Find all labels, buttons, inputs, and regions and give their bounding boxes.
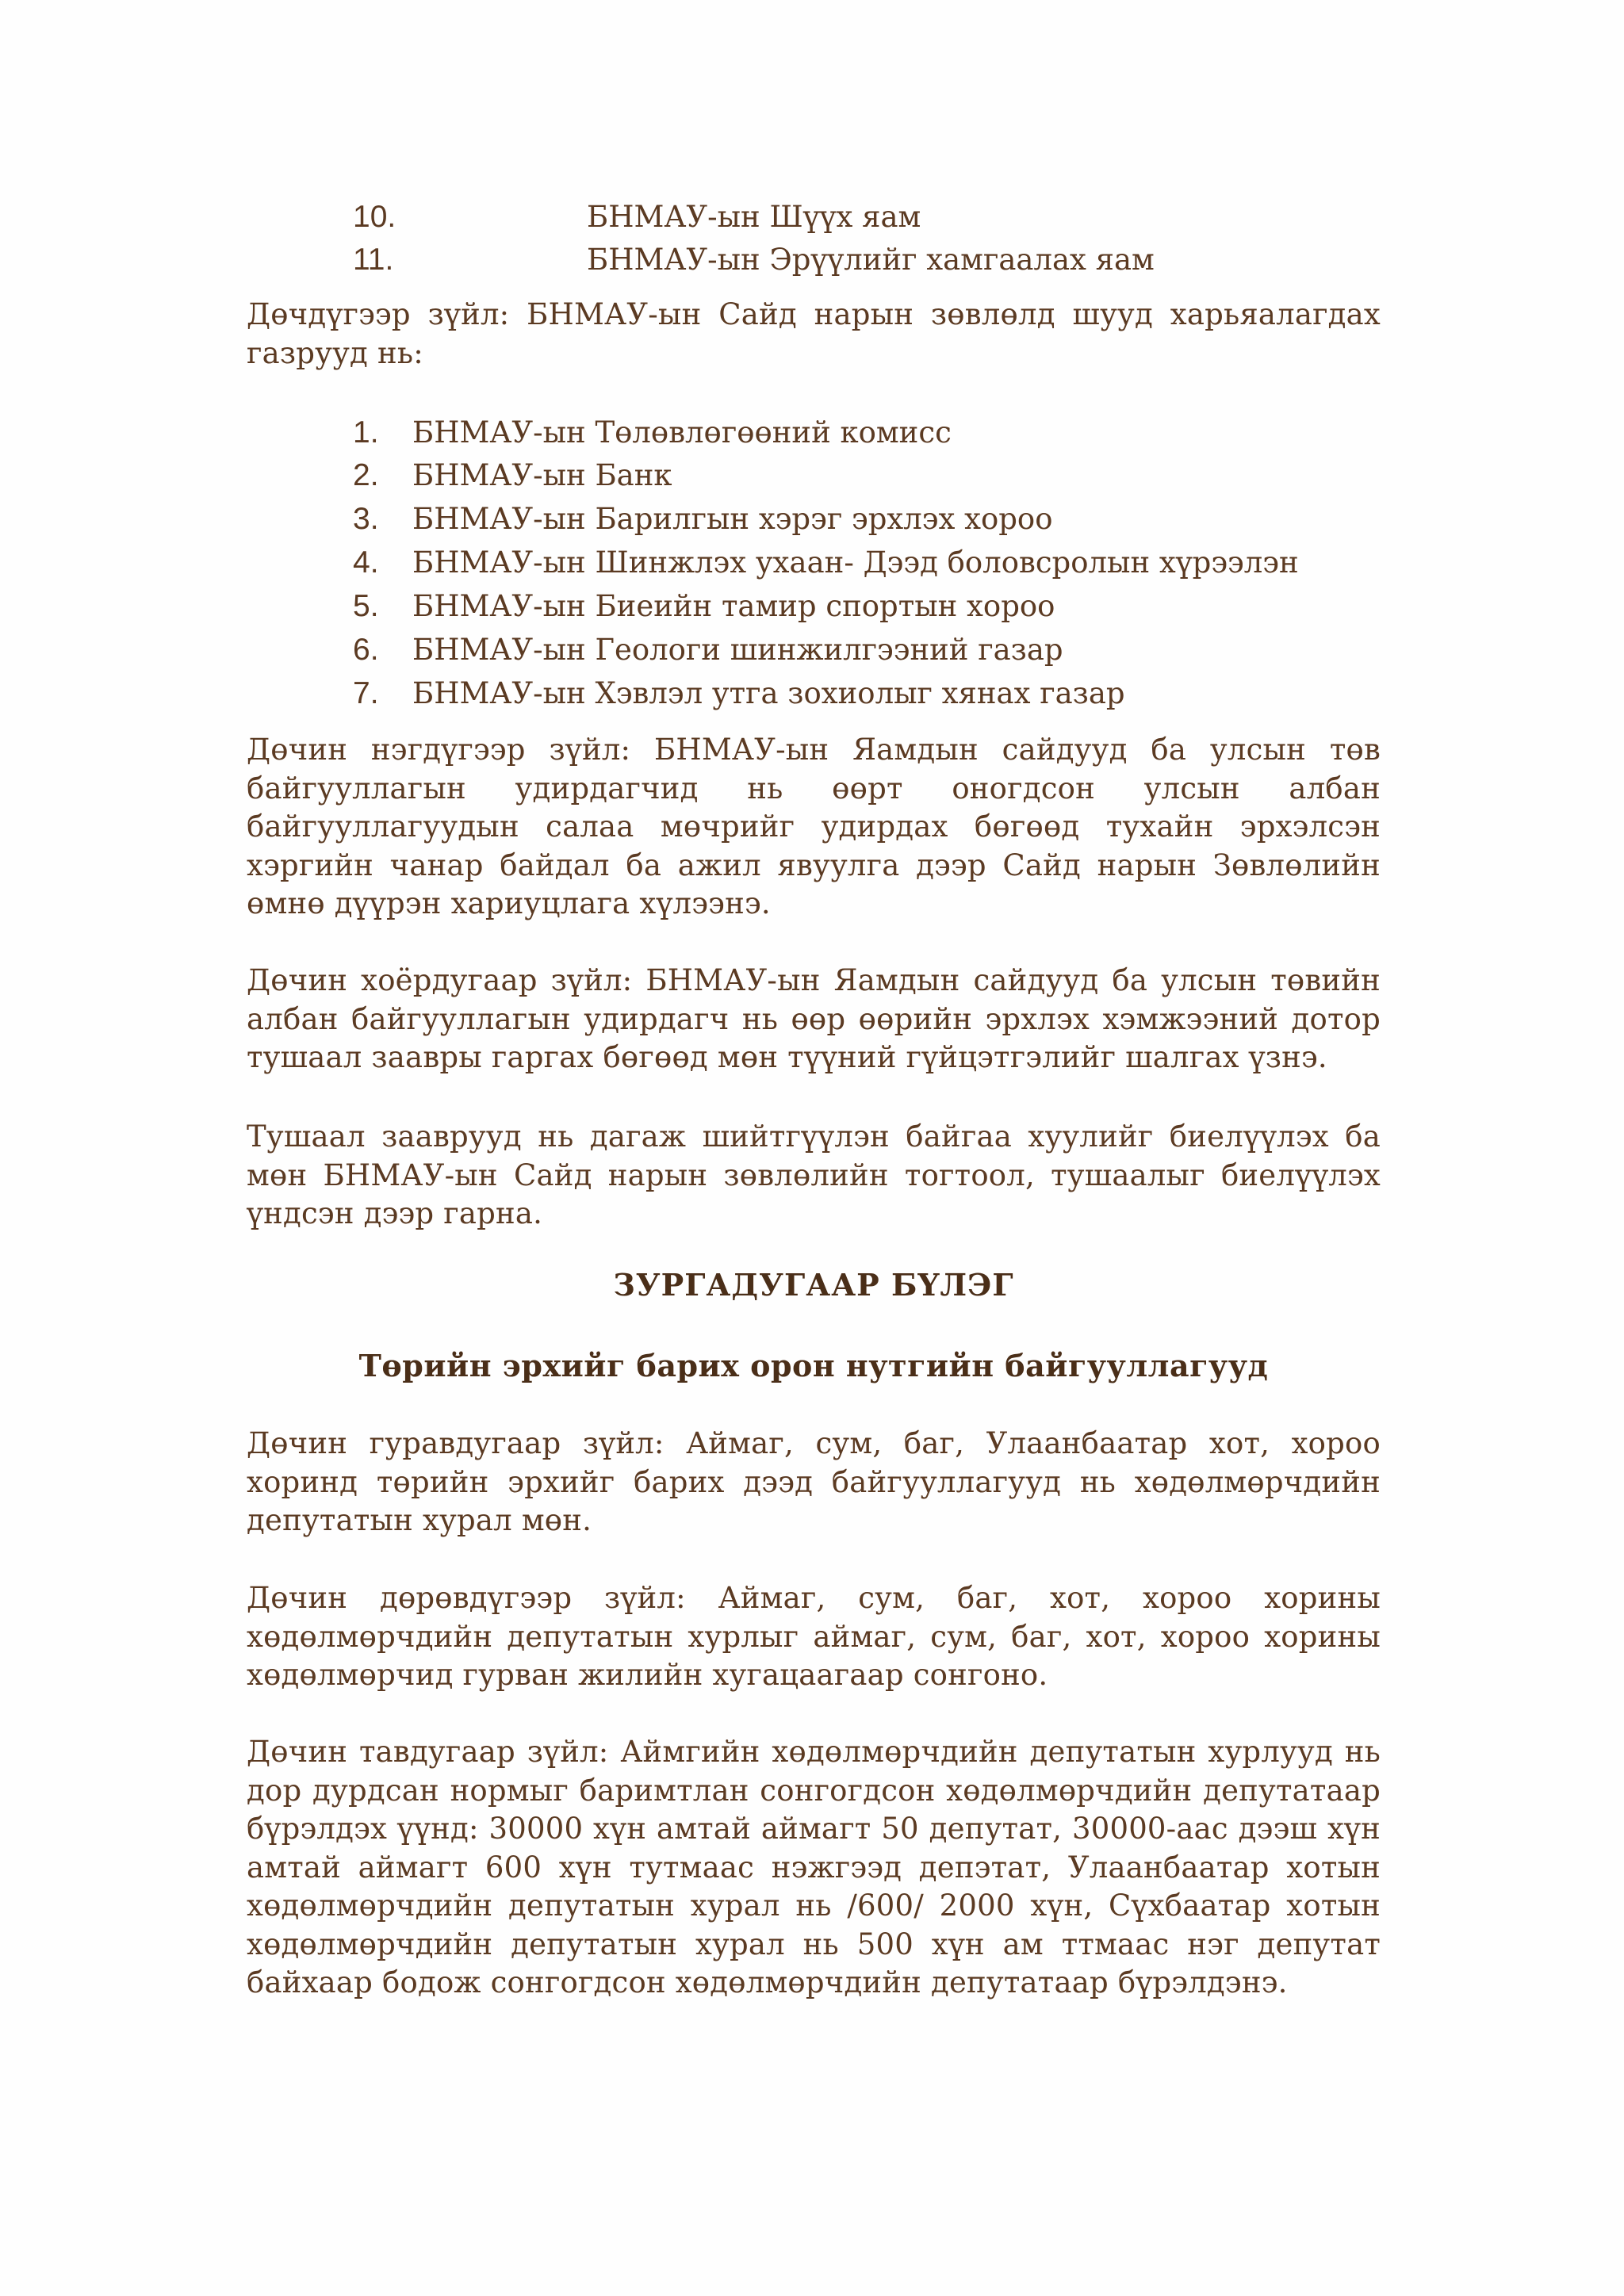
article-45-paragraph: Дөчин тавдугаар зүйл: Аймгийн хөдөлмөрчдийн депутатын хурлууд нь дор дурдсан нормыг баримтлан сонгогдсон хөдөлмөрчдийн депутатаар бүрэлдэх үүнд: 30000 хүн амтай аймагт 50 депутат, 30000-аас дээш хүн амтай аймагт 600 хүн тутмаас нэжгээд депэтат, Улаанбаатар хотын хөдөлмөрчдийн депутатын хурал нь /600/ 2000 хүн, Сүхбаатар хотын хөдөлмөрчдийн депутатын хурал нь 500 хүн ам ттмаас нэг депутат байхаар бодож сонгогдсон хөдөлмөрчдийн депутатаар бүрэлдэнэ. <box>247 1735 1381 1999</box>
list-number: 3. <box>353 502 379 536</box>
list-number: 1. <box>353 415 379 450</box>
list-number: 7. <box>353 676 379 710</box>
list-text: БНМАУ-ын Банк <box>412 458 672 492</box>
list-text: БНМАУ-ын Геологи шинжилгээний газар <box>412 633 1063 667</box>
article-40-paragraph: Дөчдүгээр зүйл: БНМАУ-ын Сайд нарын зөвлөлд шууд харьяалагдах газрууд нь: <box>247 297 1381 370</box>
article-44-paragraph: Дөчин дөрөвдүгээр зүйл: Аймаг, сум, баг, хот, хороо хорины хөдөлмөрчдийн депутатын хурлыг аймаг, сум, баг, хот, хороо хорины хөдөлмөрчид гурван жилийн хугацаагаар сонгоно. <box>247 1581 1381 1692</box>
list-text: БНМАУ-ын Хэвлэл утга зохиолыг хянах газар <box>412 676 1125 710</box>
article-43-paragraph: Дөчин гуравдугаар зүйл: Аймаг, сум, баг, Улаанбаатар хот, хороо хоринд төрийн эрхийг барих дээд байгууллагууд нь хөдөлмөрчдийн депутатын хурал мөн. <box>247 1426 1381 1537</box>
list-text: БНМАУ-ын Шинжлэх ухаан- Дээд боловсролын хүрээлэн <box>412 545 1299 580</box>
list-number: 6. <box>353 633 379 667</box>
list-text: БНМАУ-ын Биеийн тамир спортын хороо <box>412 589 1055 623</box>
list-number: 2. <box>353 458 379 492</box>
chapter-title: ЗУРГАДУГААР БҮЛЭГ <box>613 1267 1014 1303</box>
chapter-subtitle: Төрийн эрхийг барих орон нутгийн байгууллагууд <box>358 1348 1269 1383</box>
orders-paragraph: Тушаал зааврууд нь дагаж шийтгүүлэн байгаа хуулийг биелүүлэх ба мөн БНМАУ-ын Сайд нарын зөвлөлийн тогтоол, тушаалыг биелүүлэх үндсэн дээр гарна. <box>247 1119 1381 1230</box>
list-number: 5. <box>353 589 379 623</box>
list-number: 10. <box>353 200 396 234</box>
list-text: БНМАУ-ын Эрүүлийг хамгаалах яам <box>587 243 1155 277</box>
list-number: 11. <box>353 243 394 277</box>
list-number: 4. <box>353 545 379 580</box>
list-text: БНМАУ-ын Төлөвлөгөөний комисс <box>412 415 952 450</box>
list-text: БНМАУ-ын Шүүх яам <box>587 200 921 234</box>
article-41-paragraph: Дөчин нэгдүгээр зүйл: БНМАУ-ын Яамдын сайдууд ба улсын төв байгууллагын удирдагчид нь өөрт оногдсон улсын албан байгууллагуудын салаа мөчрийг удирдах бөгөөд тухайн эрхэлсэн хэргийн чанар байдал ба ажил явуулга дээр Сайд нарын Зөвлөлийн өмнө дүүрэн хариуцлага хүлээнэ. <box>247 733 1381 920</box>
list-text: БНМАУ-ын Барилгын хэрэг эрхлэх хороо <box>412 502 1053 536</box>
article-42-paragraph: Дөчин хоёрдугаар зүйл: БНМАУ-ын Яамдын сайдууд ба улсын төвийн албан байгууллагын удирдагч нь өөр өөрийн эрхлэх хэмжээний дотор тушаал заавры гаргах бөгөөд мөн түүний гүйцэтгэлийг шалгах үзнэ. <box>247 963 1381 1074</box>
